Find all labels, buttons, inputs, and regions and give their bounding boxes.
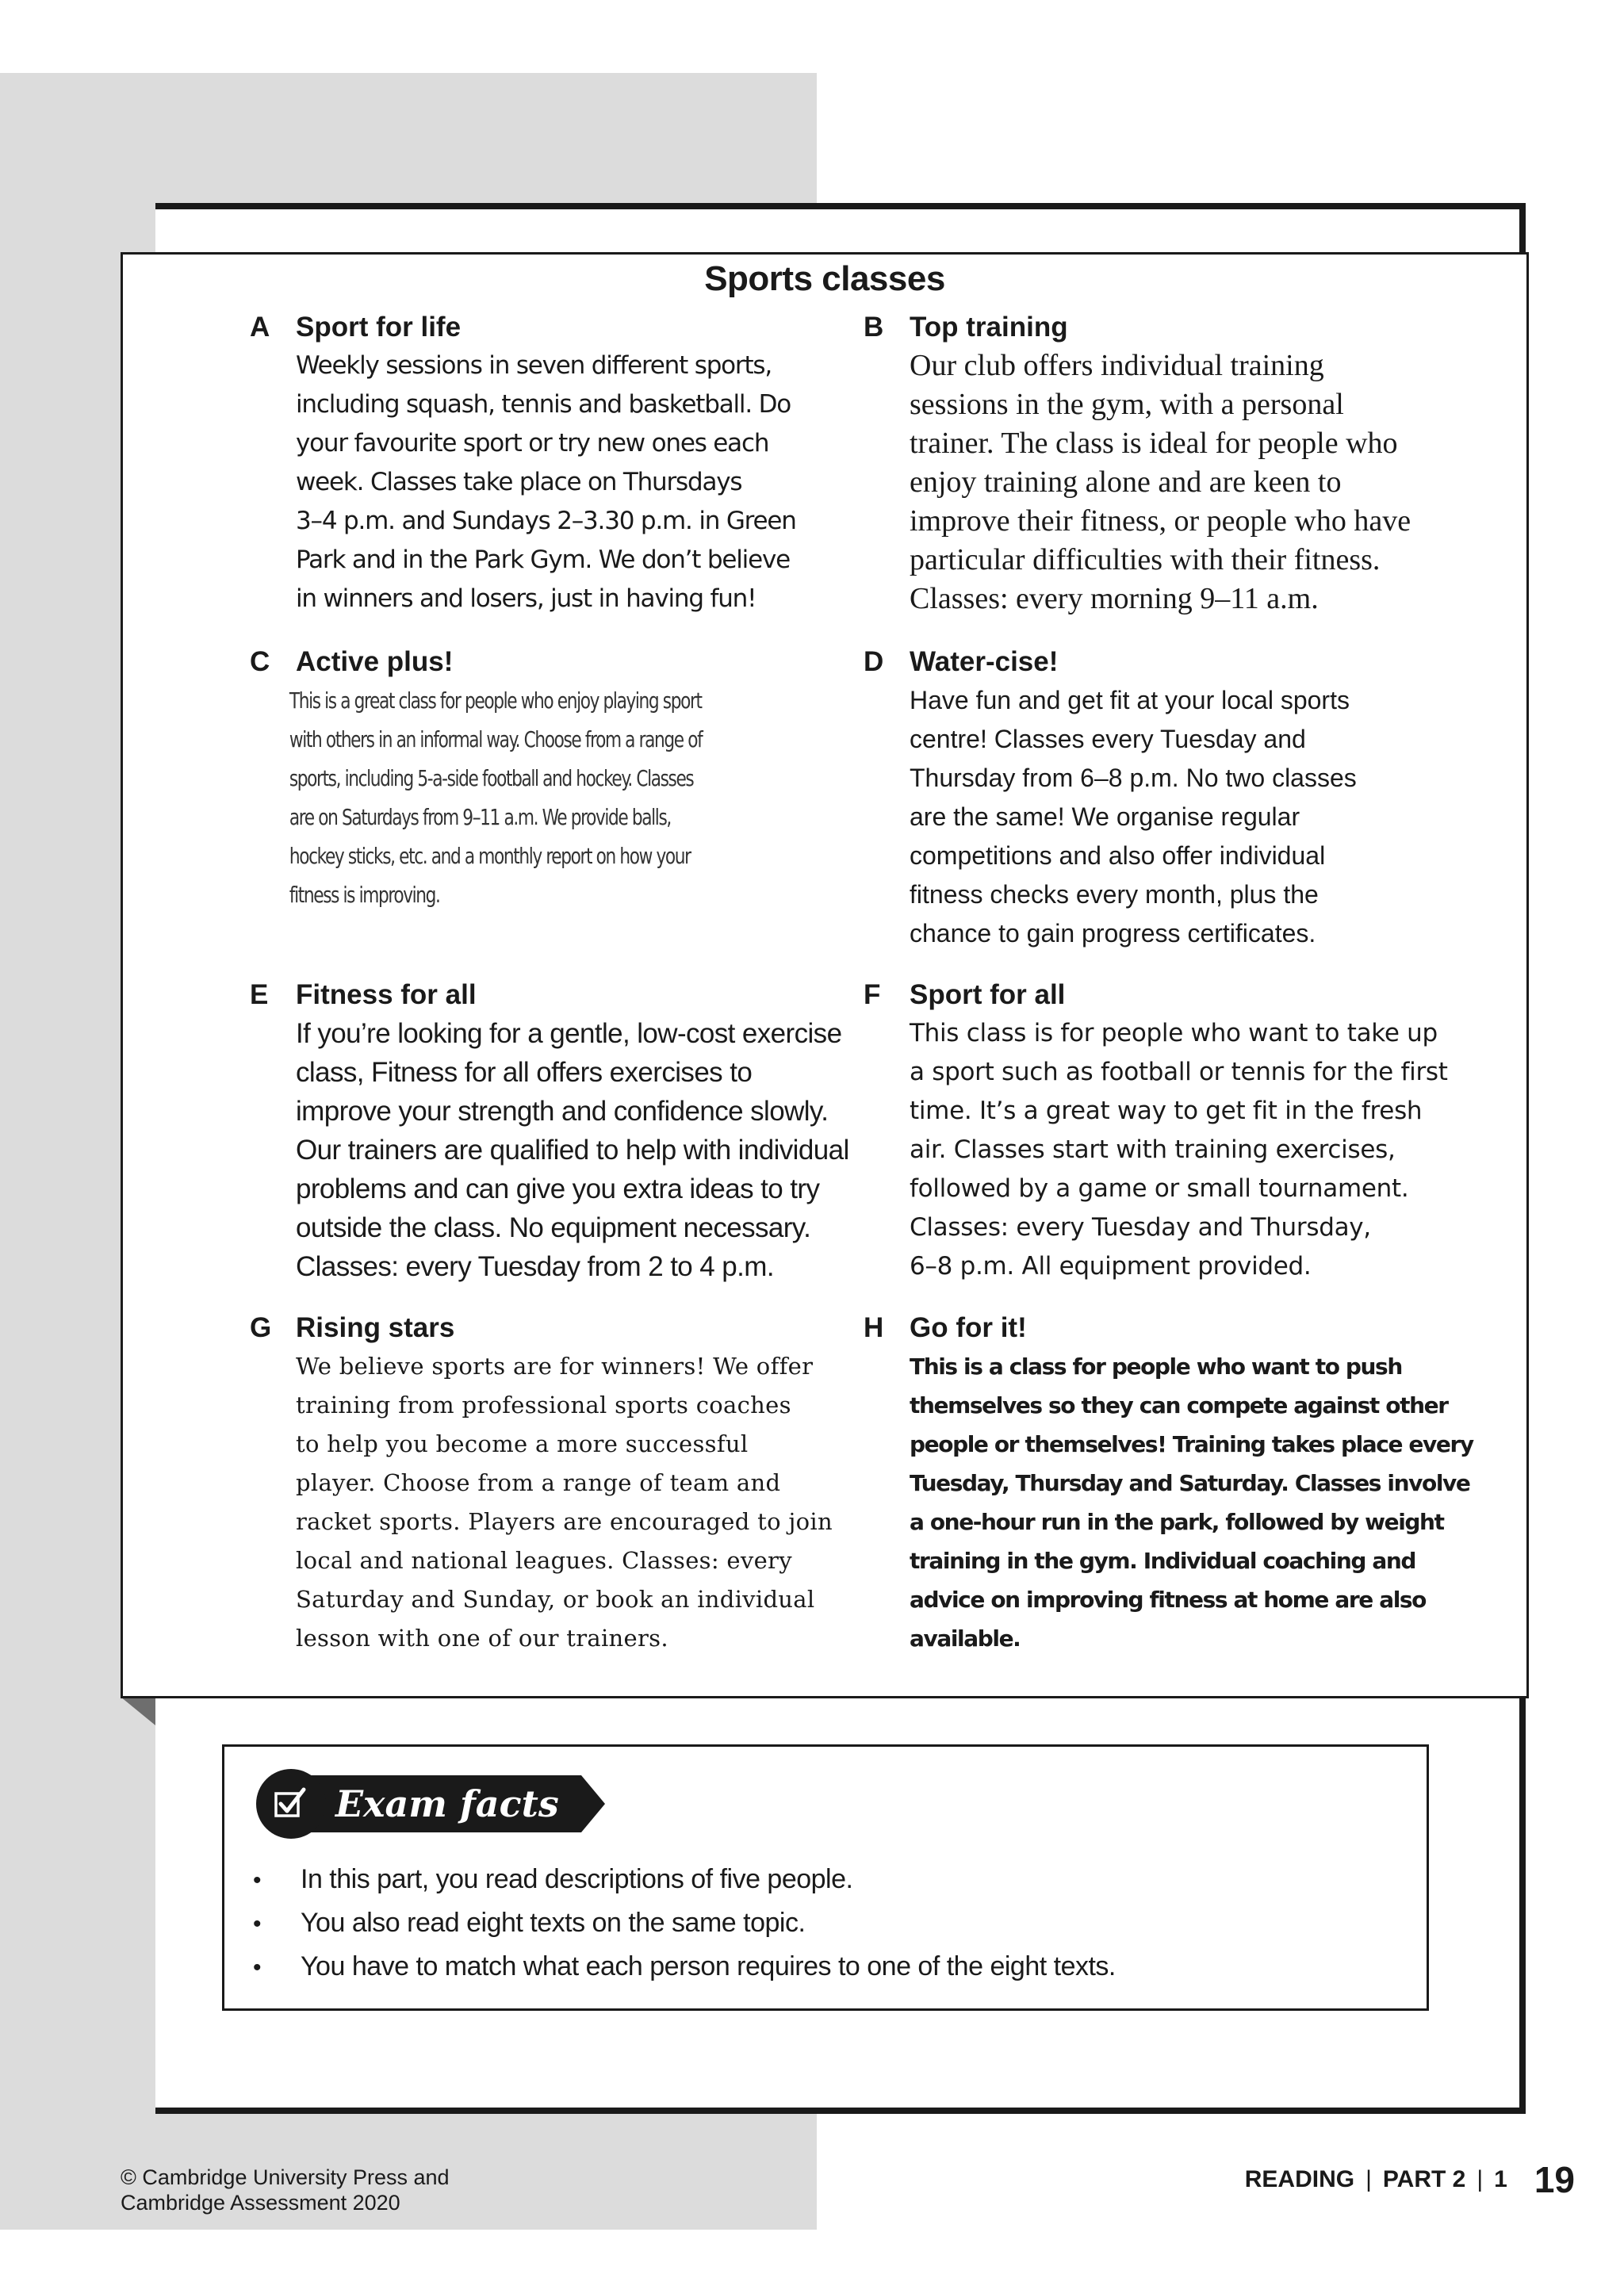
page-title: Sports classes bbox=[704, 259, 945, 298]
section-e bbox=[250, 976, 849, 1286]
text-line: This is a great class for people who enjoy playing sport bbox=[289, 687, 702, 714]
section-f-letter: F bbox=[864, 979, 881, 1010]
section-f-body bbox=[864, 1014, 1448, 1286]
exam-facts-icon-circle bbox=[256, 1769, 326, 1839]
section-a bbox=[250, 308, 796, 618]
separator: | bbox=[1477, 2166, 1484, 2192]
bullet-icon: • bbox=[253, 1867, 262, 1893]
list-item bbox=[253, 1945, 1116, 1989]
text-line: hockey sticks, etc. and a monthly report on how your bbox=[289, 843, 691, 869]
text-line: fitness is improving. bbox=[289, 882, 440, 908]
text-line: Classes: every Tuesday and Thursday, bbox=[910, 1213, 1371, 1242]
text-line: sports, including 5-a-side football and hockey. Classes bbox=[289, 765, 694, 791]
text-line: in winners and losers, just in having fun! bbox=[296, 584, 756, 613]
text-line: problems and can give you extra ideas to try bbox=[296, 1173, 820, 1204]
text-line: lesson with one of our trainers. bbox=[296, 1625, 668, 1652]
section-b-body bbox=[864, 346, 1411, 618]
section-a-body bbox=[250, 346, 796, 618]
corner-fold-decoration bbox=[121, 1697, 155, 1725]
section-f-title: Sport for all bbox=[910, 979, 1066, 1010]
section-g-heading bbox=[250, 1309, 833, 1347]
section-f-heading bbox=[864, 976, 1448, 1014]
copyright-line: Cambridge Assessment 2020 bbox=[121, 2191, 400, 2215]
text-line: trainer. The class is ideal for people who bbox=[910, 427, 1398, 460]
section-h-heading bbox=[864, 1309, 1473, 1347]
part-label: PART 2 bbox=[1382, 2166, 1466, 2192]
section-d-body bbox=[864, 681, 1357, 953]
section-b-heading bbox=[864, 308, 1411, 346]
sub-number: 1 bbox=[1494, 2166, 1507, 2192]
text-line: If you’re looking for a gentle, low-cost exercise bbox=[296, 1018, 842, 1049]
text-line: improve their fitness, or people who have bbox=[910, 504, 1411, 538]
checkbox-tick-icon bbox=[274, 1786, 307, 1820]
list-item bbox=[253, 1858, 1116, 1901]
text-line: are on Saturdays from 9–11 a.m. We provide balls, bbox=[289, 804, 671, 830]
section-c-body bbox=[250, 681, 702, 914]
text-line: a sport such as football or tennis for the first bbox=[910, 1058, 1448, 1086]
section-a-letter: A bbox=[250, 312, 270, 343]
exam-fact-text: You also read eight texts on the same topic. bbox=[301, 1908, 806, 1938]
exam-facts-badge bbox=[256, 1775, 605, 1832]
exam-fact-text: You have to match what each person requires to one of the eight texts. bbox=[301, 1951, 1116, 1981]
exam-fact-text: In this part, you read descriptions of five people. bbox=[301, 1864, 853, 1894]
bullet-icon: • bbox=[253, 1911, 262, 1937]
section-c-letter: C bbox=[250, 646, 270, 677]
section-e-letter: E bbox=[250, 979, 269, 1010]
section-f bbox=[864, 976, 1448, 1286]
text-line: a one-hour run in the park, followed by weight bbox=[910, 1509, 1444, 1535]
section-b bbox=[864, 308, 1411, 618]
section-label: READING bbox=[1244, 2166, 1355, 2192]
text-line: 6–8 p.m. All equipment provided. bbox=[910, 1252, 1312, 1281]
section-g-letter: G bbox=[250, 1312, 272, 1343]
bullet-icon: • bbox=[253, 1954, 262, 1981]
exam-facts-box bbox=[222, 1744, 1429, 2011]
text-line: Our trainers are qualified to help with individual bbox=[296, 1135, 849, 1166]
section-h-letter: H bbox=[864, 1312, 884, 1343]
text-line: centre! Classes every Tuesday and bbox=[910, 725, 1306, 753]
text-line: training from professional sports coaches bbox=[296, 1392, 791, 1418]
text-line: followed by a game or small tournament. bbox=[910, 1174, 1409, 1203]
text-line: We believe sports are for winners! We offer bbox=[296, 1353, 814, 1380]
text-line: your favourite sport or try new ones each bbox=[296, 429, 769, 458]
text-line: Thursday from 6–8 p.m. No two classes bbox=[910, 764, 1357, 792]
text-line: people or themselves! Training takes place every bbox=[910, 1431, 1473, 1457]
text-line: This class is for people who want to take up bbox=[910, 1019, 1438, 1047]
section-g bbox=[250, 1309, 833, 1658]
section-a-heading bbox=[250, 308, 796, 346]
text-line: player. Choose from a range of team and bbox=[296, 1469, 781, 1496]
text-line: Weekly sessions in seven different sports, bbox=[296, 351, 772, 380]
exam-facts-title: Exam facts bbox=[335, 1782, 559, 1825]
section-e-title: Fitness for all bbox=[296, 979, 477, 1010]
section-c bbox=[250, 643, 776, 914]
text-line: enjoy training alone and are keen to bbox=[910, 465, 1342, 499]
exam-facts-list bbox=[253, 1858, 1116, 1989]
text-line: competitions and also offer individual bbox=[910, 841, 1326, 870]
section-d bbox=[864, 643, 1357, 953]
section-e-body bbox=[250, 1014, 849, 1286]
text-line: Tuesday, Thursday and Saturday. Classes involve bbox=[910, 1470, 1470, 1496]
text-line: to help you become a more successful bbox=[296, 1430, 749, 1457]
text-line: including squash, tennis and basketball. Do bbox=[296, 390, 791, 419]
text-line: chance to gain progress certificates. bbox=[910, 919, 1316, 948]
text-line: Saturday and Sunday, or book an individual bbox=[296, 1586, 815, 1613]
section-e-heading bbox=[250, 976, 849, 1014]
text-line: class, Fitness for all offers exercises to bbox=[296, 1057, 753, 1088]
text-line: Our club offers individual training bbox=[910, 349, 1324, 382]
section-d-letter: D bbox=[864, 646, 884, 677]
section-c-title: Active plus! bbox=[296, 646, 454, 677]
page-number: 19 bbox=[1534, 2159, 1575, 2200]
text-line: training in the gym. Individual coaching and bbox=[910, 1548, 1416, 1574]
separator: | bbox=[1365, 2166, 1372, 2192]
section-g-title: Rising stars bbox=[296, 1312, 455, 1343]
text-line: Classes: every morning 9–11 a.m. bbox=[910, 582, 1319, 615]
section-d-title: Water-cise! bbox=[910, 646, 1059, 677]
text-line: Park and in the Park Gym. We don’t believe bbox=[296, 546, 790, 574]
page-footer-label bbox=[1245, 2158, 1575, 2201]
text-line: available. bbox=[910, 1625, 1021, 1652]
text-line: Classes: every Tuesday from 2 to 4 p.m. bbox=[296, 1251, 774, 1282]
text-line: 3–4 p.m. and Sundays 2–3.30 p.m. in Green bbox=[296, 507, 796, 535]
text-line: air. Classes start with training exercises, bbox=[910, 1135, 1396, 1164]
sports-classes-panel bbox=[121, 252, 1529, 1698]
section-b-title: Top training bbox=[910, 312, 1068, 343]
text-line: time. It’s a great way to get fit in the fresh bbox=[910, 1097, 1423, 1125]
section-h-body bbox=[864, 1347, 1473, 1658]
text-line: particular difficulties with their fitness. bbox=[910, 543, 1381, 576]
text-line: improve your strength and confidence slowly. bbox=[296, 1096, 829, 1127]
text-line: This is a class for people who want to push bbox=[910, 1353, 1402, 1380]
section-b-letter: B bbox=[864, 312, 884, 343]
text-line: racket sports. Players are encouraged to join bbox=[296, 1508, 833, 1535]
text-line: outside the class. No equipment necessary. bbox=[296, 1212, 811, 1243]
text-line: local and national leagues. Classes: every bbox=[296, 1547, 792, 1574]
text-line: week. Classes take place on Thursdays bbox=[296, 468, 742, 496]
section-h bbox=[864, 1309, 1473, 1658]
text-line: are the same! We organise regular bbox=[910, 802, 1300, 831]
list-item bbox=[253, 1901, 1116, 1945]
text-line: themselves so they can compete against other bbox=[910, 1392, 1448, 1418]
copyright-notice bbox=[121, 2165, 450, 2215]
section-h-title: Go for it! bbox=[910, 1312, 1027, 1343]
text-line: with others in an informal way. Choose from a range of bbox=[289, 726, 703, 752]
section-d-heading bbox=[864, 643, 1357, 681]
section-a-title: Sport for life bbox=[296, 312, 462, 343]
copyright-line: © Cambridge University Press and bbox=[121, 2165, 450, 2189]
text-line: advice on improving fitness at home are also bbox=[910, 1587, 1426, 1613]
section-c-heading bbox=[250, 643, 776, 681]
text-line: fitness checks every month, plus the bbox=[910, 880, 1319, 909]
text-line: sessions in the gym, with a personal bbox=[910, 388, 1344, 421]
section-g-body bbox=[250, 1347, 833, 1658]
text-line: Have fun and get fit at your local sports bbox=[910, 686, 1350, 714]
